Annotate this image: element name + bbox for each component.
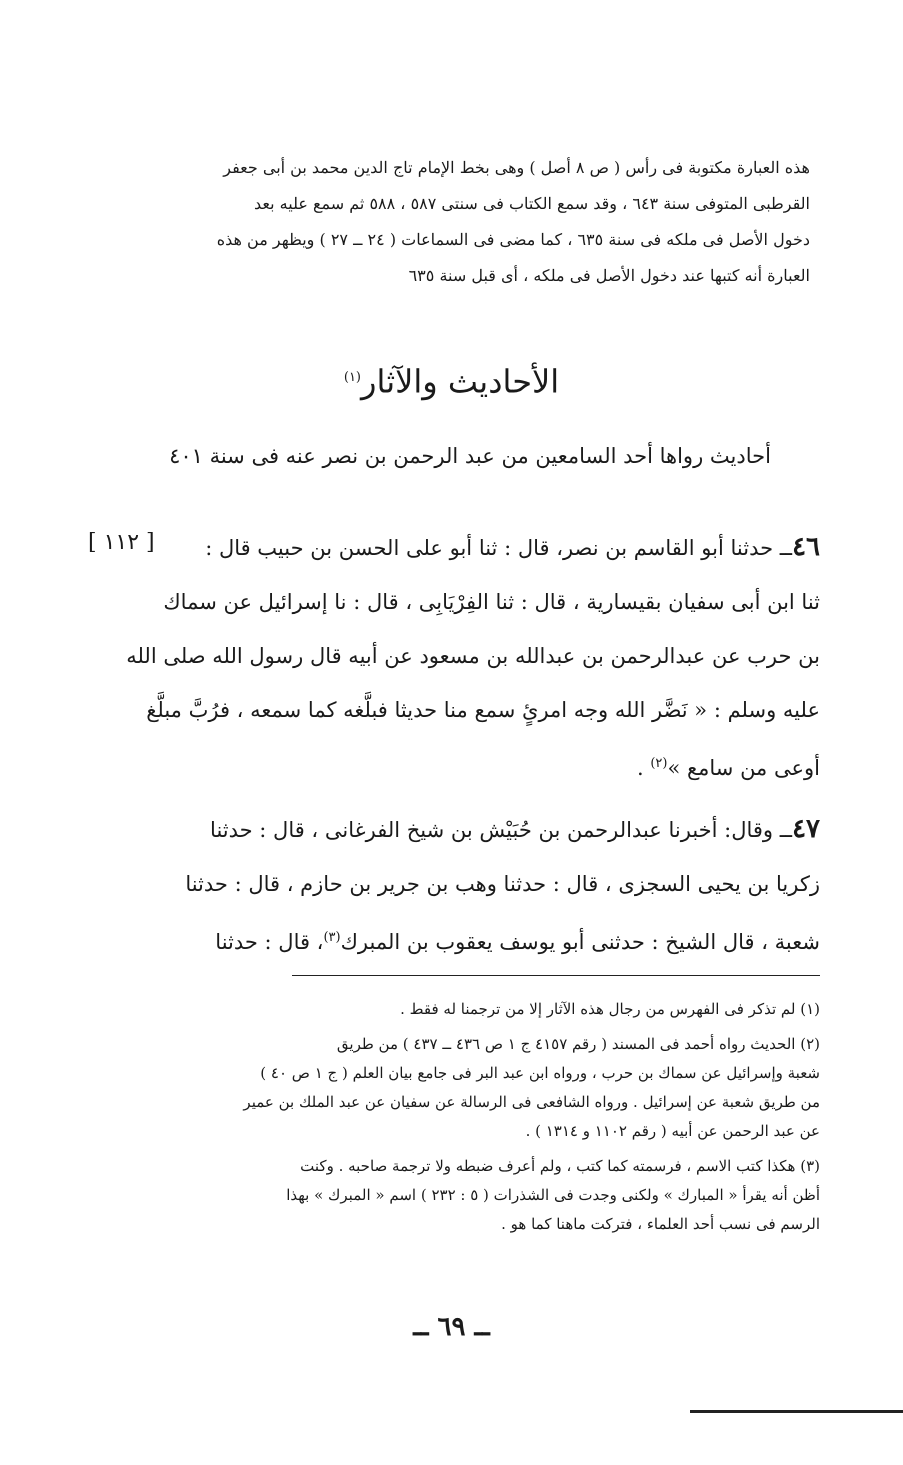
hadith-line: بن حرب عن عبدالرحمن بن عبدالله بن مسعود عن أبيه قال رسول الله صلى الله — [126, 644, 820, 668]
hadith-text: ــ حدثنا أبو القاسم بن نصر، قال : ثنا أبو على الحسن بن حبيب قال : — [205, 536, 793, 560]
hadith-line — [150, 520, 820, 575]
hadith-47 — [150, 802, 820, 969]
hadith-line — [150, 802, 820, 857]
section-subtitle: أحاديث رواها أحد السامعين من عبد الرحمن بن نصر عنه فى سنة ٤٠١ — [169, 444, 771, 468]
footnote-divider — [292, 975, 820, 976]
hadith-line — [150, 911, 820, 969]
footnote-line: (٣) هكذا كتب الاسم ، فرسمته كما كتب ، ولم أعرف ضبطه ولا ترجمة صاحبه . وكنت — [300, 1157, 820, 1175]
intro-line: العبارة أنه كتبها عند دخول الأصل فى ملكه ، أى قبل سنة ٦٣٥ — [408, 266, 810, 285]
footnote-line: عن عبد الرحمن عن أبيه ( رقم ١١٠٢ و ١٣١٤ ) . — [525, 1122, 820, 1140]
hadith-line: أوعى من سامع »$^{(٢)}$ . — [636, 756, 820, 780]
intro-paragraph — [150, 150, 810, 294]
intro-line: دخول الأصل فى ملكه فى سنة ٦٣٥ ، كما مضى فى السماعات ( ٢٤ ــ ٢٧ ) ويظهر من هذه — [216, 230, 810, 249]
footnote-2 — [180, 1030, 820, 1146]
hadith-number: ٤٦ — [792, 532, 820, 562]
footnote-3 — [180, 1152, 820, 1239]
hadith-number: ٤٧ — [792, 814, 820, 844]
bottom-edge-rule — [690, 1410, 903, 1413]
hadith-line: ثنا ابن أبى سفيان بقيسارية ، قال : ثنا الفِرْيَابِى ، قال : نا إسرائيل عن سماك — [163, 590, 820, 614]
footnote-line: شعبة وإسرائيل عن سماك بن حرب ، ورواه ابن عبد البر فى جامع بيان العلم ( ج ١ ص ٤٠ ) — [260, 1064, 820, 1082]
section-title — [0, 356, 903, 404]
footnote-line: (٢) الحديث رواه أحمد فى المسند ( رقم ٤١٥٧ ج ١ ص ٤٣٦ ــ ٤٣٧ ) من طريق — [336, 1035, 820, 1053]
footnote-line: (١) لم تذكر فى الفهرس من رجال هذه الآثار إلا من ترجمنا له فقط . — [400, 1000, 820, 1018]
hadith-text: شعبة ، قال الشيخ : حدثنى أبو يوسف يعقوب بن المبرك — [340, 930, 820, 954]
footnote-line: الرسم فى نسب أحد العلماء ، فتركت ماهنا كما هو . — [501, 1215, 820, 1233]
footnote-line: من طريق شعبة عن إسرائيل . ورواه الشافعى فى الرسالة عن سفيان عن عبد الملك بن عمير — [243, 1093, 820, 1111]
intro-line: هذه العبارة مكتوبة فى رأس ( ص ٨ أصل ) وهى بخط الإمام تاج الدين محمد بن أبى جعفر — [223, 158, 810, 177]
manuscript-page-reference: [ ١١٢ ] — [88, 530, 155, 555]
hadith-line: عليه وسلم : « نَضَّر الله وجه امرئٍ سمع منا حديثا فبلَّغه كما سمعه ، فرُبَّ مبلَّغ — [146, 698, 820, 722]
footnote-line: أظن أنه يقرأ « المبارك » ولكنى وجدت فى الشذرات ( ٥ : ٢٣٢ ) اسم « المبرك » بهذا — [286, 1186, 820, 1204]
footnote-marker: (٢) — [650, 756, 668, 771]
hadith-46 — [126, 520, 820, 795]
hadith-text: ــ وقال: أخبرنا عبدالرحمن بن حُبَيْش بن شيخ الفرغانى ، قال : حدثنا — [210, 818, 793, 842]
hadith-text: أوعى من سامع » — [667, 756, 820, 780]
section-title-text: الأحاديث والآثار — [361, 362, 560, 401]
title-footnote-marker: (١) — [343, 370, 361, 385]
footnote-marker: (٣) — [323, 930, 341, 945]
footnotes — [180, 995, 820, 1245]
hadith-text: ، قال : حدثنا — [215, 930, 324, 954]
footnote-1 — [180, 995, 820, 1024]
hadith-line: زكريا بن يحيى السجزى ، قال : حدثنا وهب بن جرير بن حازم ، قال : حدثنا — [185, 872, 820, 896]
intro-line: القرطبى المتوفى سنة ٦٤٣ ، وقد سمع الكتاب فى سنتى ٥٨٧ ، ٥٨٨ ثم سمع عليه بعد — [254, 194, 810, 213]
page-number: ــ ٦٩ ــ — [413, 1312, 490, 1342]
